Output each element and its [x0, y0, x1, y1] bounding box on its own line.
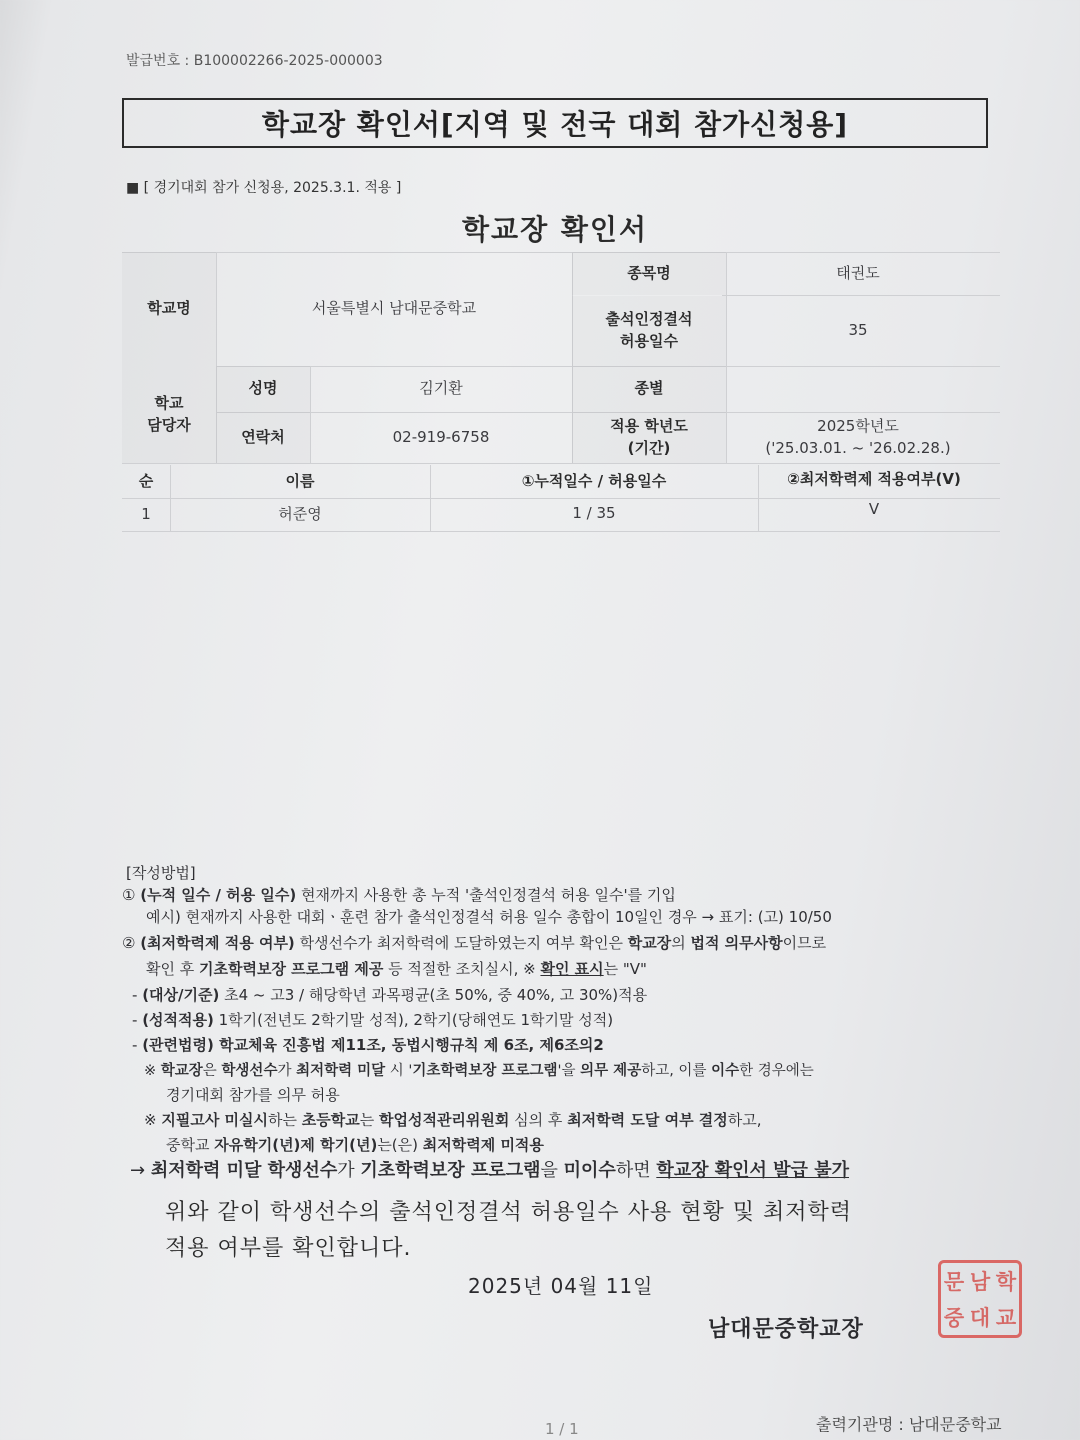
attendance-allowance-label	[572, 296, 726, 366]
school-year-value-line-2: ('25.03.01. ~ '26.02.28.)	[765, 438, 951, 457]
seal-char: 남	[969, 1270, 991, 1294]
instruction-text: 기초학력보장 프로그램 제공	[199, 960, 384, 978]
instruction-text: →	[130, 1160, 151, 1181]
instruction-text: 현재까지 사용한 총 누적 '출석인정결석 허용 일수'를 기입	[296, 886, 676, 904]
issue-number: 발급번호 : B100002266-2025-000003	[126, 53, 383, 69]
manager-label	[122, 366, 216, 463]
instruction-text: 최저학력 미달	[296, 1063, 386, 1079]
attendance-label-line-2: 허용일수	[620, 332, 678, 350]
instruction-text: 학생선수	[221, 1063, 278, 1079]
instruction-text: 학교장	[160, 1063, 203, 1079]
instruction-line-2: 예시) 현재까지 사용한 대회ㆍ훈련 참가 출석인정결석 허용 일수 총합이 10일인 경우 → 표기: (고) 10/50	[146, 908, 832, 926]
instruction-text: 는	[359, 1111, 379, 1129]
instruction-text: 학교장 확인서 발급 불가	[656, 1160, 849, 1181]
instruction-line-12	[130, 1156, 849, 1182]
instruction-text: 을	[540, 1160, 564, 1181]
attendance-label-line-1: 출석인정결석	[605, 310, 693, 329]
roster-row-min-academic: V	[868, 500, 880, 519]
manager-name-value: 김기환	[419, 379, 463, 398]
instruction-text: (대상/기준)	[142, 986, 220, 1004]
document-title: 학교장 확인서[지역 및 전국 대회 참가신청용]	[122, 98, 988, 148]
roster-row-days: 1 / 35	[572, 504, 616, 523]
instruction-text: 의무 제공	[580, 1063, 642, 1079]
school-name-value: 서울특별시 남대문중학교	[311, 299, 477, 318]
instruction-text: 한 경우에는	[739, 1063, 814, 1079]
seal-char: 교	[995, 1306, 1017, 1330]
instruction-line-11	[166, 1134, 544, 1155]
instruction-text: 의	[671, 934, 691, 952]
contact-label: 연락처	[216, 412, 310, 463]
instruction-text: 은	[202, 1063, 222, 1079]
instruction-text: 1학기(전년도 2학기말 성적), 2학기(당해연도 1학기말 성적)	[213, 1011, 614, 1029]
roster-row-number: 1	[141, 505, 151, 524]
instruction-text: 자유학기(년)제 학기(년)	[214, 1136, 378, 1154]
instruction-line-3	[122, 932, 826, 953]
instruction-text: 확인 표시	[540, 960, 604, 978]
instruction-text: 기초학력보장 프로그램	[360, 1160, 541, 1181]
roster-header-number: 순	[138, 472, 154, 491]
instruction-text: 최저학력 미달 학생선수	[150, 1160, 338, 1181]
instruction-text: 심의 후	[509, 1111, 568, 1129]
instruction-text: (성적적용)	[142, 1011, 214, 1029]
sport-label: 종목명	[572, 252, 726, 295]
instruction-text: 는(은)	[377, 1136, 423, 1154]
instruction-line-8	[144, 1059, 814, 1080]
gender-label: 종별	[572, 366, 726, 412]
seal-char: 중	[943, 1306, 965, 1330]
instruction-text: -	[132, 986, 143, 1004]
instruction-text: 최저학력 도달 여부 결정	[567, 1111, 728, 1129]
manager-label-line-2: 담당자	[147, 415, 191, 434]
instruction-text: 초등학교	[301, 1111, 360, 1129]
instruction-text: (누적 일수 / 허용 일수)	[140, 886, 297, 904]
instruction-line-7	[132, 1034, 604, 1055]
confirmation-line-1: 위와 같이 학생선수의 출석인정결석 허용일수 사용 현황 및 최저학력	[165, 1200, 853, 1225]
instruction-line-4	[146, 958, 647, 979]
issue-date: 2025년 04월 11일	[468, 1274, 654, 1298]
instruction-text: 초4 ~ 고3 / 해당학년 과목평균(초 50%, 중 40%, 고 30%)적용	[219, 986, 648, 1004]
school-name-label: 학교명	[122, 252, 216, 366]
attendance-allowance-value: 35	[848, 321, 868, 340]
instruction-line-6	[132, 1009, 613, 1030]
school-year-value-line-1: 2025학년도	[817, 416, 899, 435]
instruction-text: 확인 후	[146, 960, 200, 978]
seal-char: 대	[969, 1306, 991, 1330]
instruction-text: 하면	[615, 1160, 657, 1181]
manager-name-label: 성명	[216, 366, 310, 412]
instruction-text: -	[132, 1011, 143, 1029]
section-title: 학교장 확인서	[461, 213, 649, 246]
instruction-text: ①	[122, 886, 141, 904]
instruction-text: '을	[557, 1063, 581, 1079]
instruction-text: 미이수	[563, 1160, 616, 1181]
instruction-text: 이므로	[782, 934, 827, 952]
instruction-text: 기초학력보장 프로그램	[412, 1063, 558, 1079]
manager-label-line-1: 학교	[154, 393, 184, 412]
roster-row-name: 허준영	[278, 505, 322, 524]
instruction-text: (관련법령) 학교체육 진흥법 제11조, 동법시행규칙 제 6조, 제6조의2	[142, 1036, 604, 1054]
instruction-text: ※	[144, 1063, 161, 1079]
instruction-text: 지필고사 미실시	[161, 1111, 268, 1129]
instruction-text: ②	[122, 934, 141, 952]
school-seal-stamp	[938, 1260, 1022, 1338]
instruction-text: -	[132, 1036, 143, 1054]
roster-header-days: ①누적일수 / 허용일수	[521, 472, 667, 491]
instruction-text: 법적 의무사항	[690, 934, 783, 952]
instruction-text: 하는	[268, 1111, 302, 1129]
instruction-text: 등 적절한 조치실시, ※	[383, 960, 541, 978]
instruction-text: ※	[144, 1111, 162, 1129]
instruction-line-1	[122, 884, 676, 905]
school-year-label-line-2: (기간)	[627, 438, 671, 457]
output-organization: 출력기관명 : 남대문중학교	[816, 1415, 1002, 1434]
instruction-text: 는 "V"	[603, 960, 647, 978]
instruction-text: 가	[337, 1160, 361, 1181]
instruction-text: 하고,	[727, 1111, 762, 1129]
instruction-text: 최저학력제 미적용	[422, 1136, 544, 1154]
principal-signature: 남대문중학교장	[708, 1317, 864, 1342]
page-number: 1 / 1	[545, 1420, 579, 1438]
confirmation-line-2: 적용 여부를 확인합니다.	[165, 1236, 412, 1261]
instructions-heading: [작성방법]	[126, 864, 196, 882]
contact-value: 02-919-6758	[392, 427, 490, 446]
instruction-text: 학교장	[627, 934, 672, 952]
instruction-line-5	[132, 984, 647, 1005]
instruction-line-10	[144, 1109, 762, 1130]
instruction-text: 중학교	[166, 1136, 215, 1154]
sport-value: 태권도	[836, 263, 880, 282]
school-year-label	[572, 412, 726, 463]
instruction-text: 시 '	[385, 1063, 413, 1079]
roster-header-name: 이름	[285, 472, 315, 491]
instruction-text: (최저학력제 적용 여부)	[140, 934, 295, 952]
instruction-line-9: 경기대회 참가를 의무 허용	[166, 1086, 340, 1104]
instruction-text: 하고, 이를	[641, 1063, 712, 1079]
seal-char: 문	[943, 1270, 965, 1294]
roster-header-min-academic: ②최저학력제 적용여부(V)	[787, 470, 961, 489]
instruction-text: 가	[277, 1063, 297, 1079]
application-note: ■ [ 경기대회 참가 신청용, 2025.3.1. 적용 ]	[126, 180, 402, 196]
confirmation-statement	[165, 1195, 852, 1267]
school-year-value	[726, 412, 990, 463]
instruction-text: 학생선수가 최저학력에 도달하였는지 여부 확인은	[294, 934, 628, 952]
gender-value	[726, 366, 990, 412]
seal-char: 학	[995, 1270, 1017, 1294]
school-year-label-line-1: 적용 학년도	[610, 416, 688, 435]
instruction-text: 학업성적관리위원회	[378, 1111, 510, 1129]
instruction-text: 이수	[711, 1063, 740, 1079]
